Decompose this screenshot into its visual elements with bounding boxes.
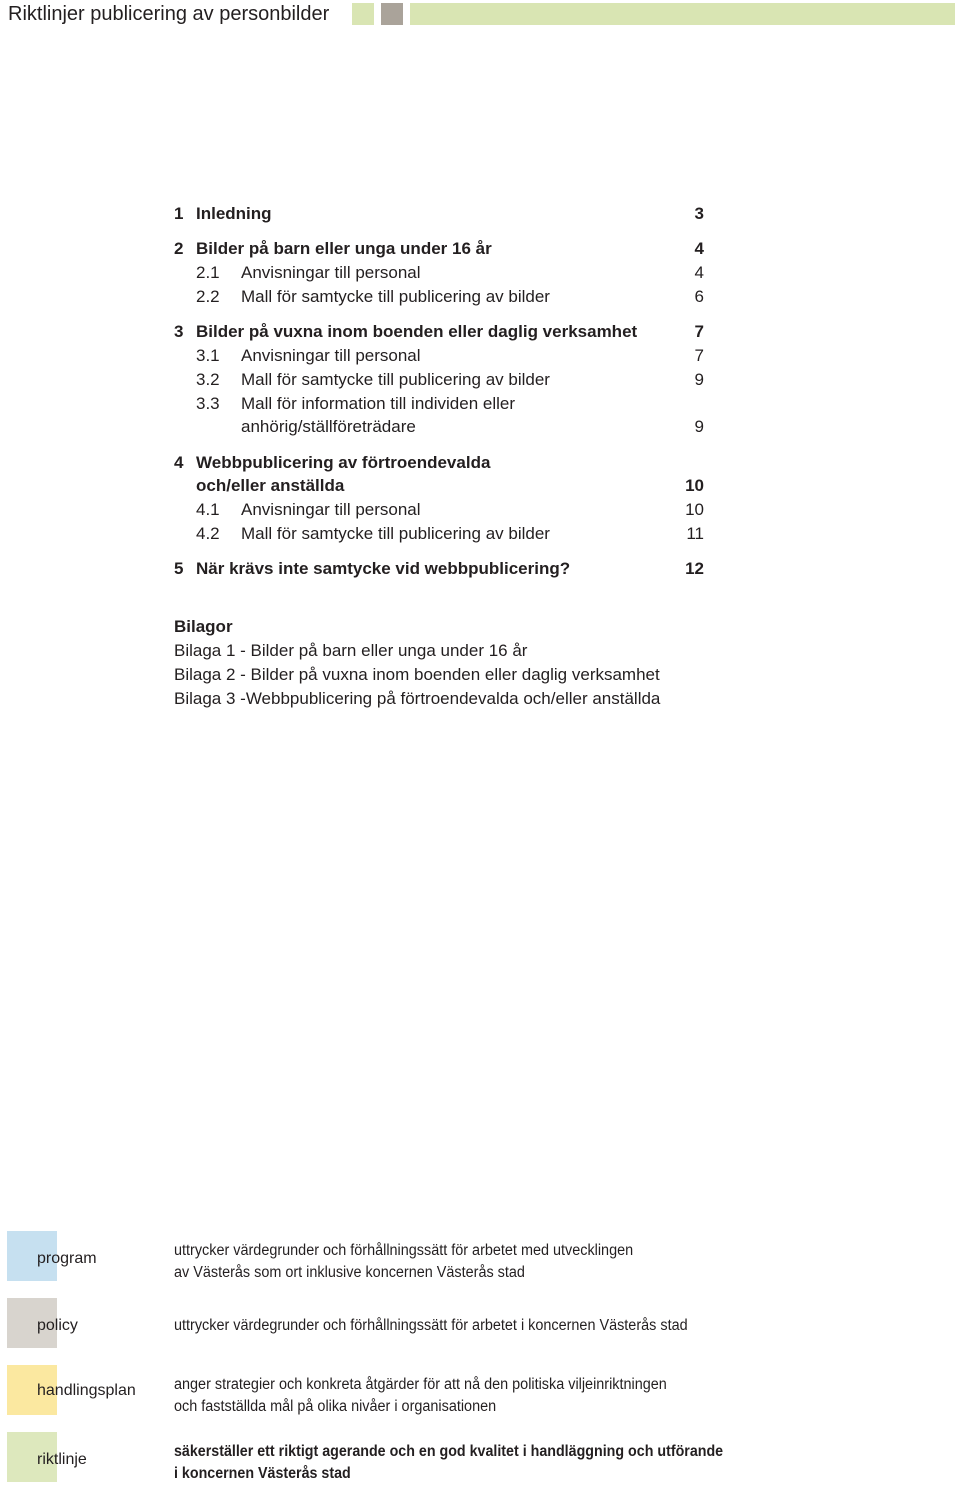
toc-page: 4	[694, 263, 704, 282]
legend-description-line: och fastställda mål på olika nivåer i organisationen	[174, 1398, 497, 1415]
bilaga-item: Bilaga 2 - Bilder på vuxna inom boenden eller daglig verksamhet	[174, 665, 660, 684]
toc-text: Mall för samtycke till publicering av bilder	[241, 370, 550, 389]
toc-text: och/eller anställda	[196, 476, 345, 495]
toc-number: 1	[174, 204, 184, 223]
legend-label: program	[37, 1250, 97, 1267]
legend-description	[174, 1315, 769, 1337]
bilaga-item: Bilaga 3 -Webbpublicering på förtroendevalda och/eller anställda	[174, 689, 661, 708]
legend-description	[174, 1240, 769, 1284]
legend-description-line: i koncernen Västerås stad	[174, 1465, 351, 1482]
bilaga-item: Bilaga 1 - Bilder på barn eller unga under 16 år	[174, 641, 528, 660]
toc-number: 2.1	[196, 263, 220, 282]
toc-number: 3	[174, 322, 184, 341]
toc-page: 9	[694, 417, 704, 436]
legend-description-line: uttrycker värdegrunder och förhållningssätt för arbetet i koncernen Västerås stad	[174, 1317, 688, 1334]
toc-number: 2	[174, 239, 184, 258]
toc-text: Mall för samtycke till publicering av bilder	[241, 524, 550, 543]
legend-description-line: anger strategier och konkreta åtgärder för att nå den politiska viljeinriktningen	[174, 1376, 667, 1393]
bilagor-title: Bilagor	[174, 617, 233, 636]
toc-number: 3.3	[196, 394, 220, 413]
toc-page: 6	[694, 287, 704, 306]
legend-label: handlingsplan	[37, 1382, 136, 1399]
toc-page: 11	[686, 524, 704, 543]
toc-page: 9	[694, 370, 704, 389]
toc-number: 5	[174, 559, 184, 578]
toc-text: Webbpublicering av förtroendevalda	[196, 453, 491, 472]
toc-text: När krävs inte samtycke vid webbpublicering?	[196, 559, 571, 578]
toc-page: 4	[694, 239, 704, 258]
toc-number: 4.2	[196, 524, 220, 543]
toc-number: 3.1	[196, 346, 220, 365]
toc-text: Anvisningar till personal	[241, 500, 421, 519]
header-green-square	[352, 3, 374, 25]
toc-page: 7	[694, 322, 704, 341]
bilagor-section	[174, 615, 874, 711]
legend-description	[174, 1441, 763, 1485]
toc-number: 3.2	[196, 370, 220, 389]
toc-page: 7	[694, 346, 704, 365]
toc-number: 4	[174, 453, 184, 472]
toc-text: Bilder på barn eller unga under 16 år	[196, 239, 492, 258]
toc-text: Anvisningar till personal	[241, 263, 421, 282]
header-gray-square	[381, 3, 403, 25]
legend-label: policy	[37, 1317, 78, 1334]
legend-label: riktlinje	[37, 1451, 87, 1468]
toc-text: Mall för samtycke till publicering av bilder	[241, 287, 550, 306]
legend-description-line: uttrycker värdegrunder och förhållningssätt för arbetet med utvecklingen	[174, 1242, 634, 1259]
legend-description-line: säkerställer ett riktigt agerande och en god kvalitet i handläggning och utförande	[174, 1443, 724, 1460]
toc-number: 2.2	[196, 287, 220, 306]
toc-page: 10	[685, 500, 704, 519]
toc-text: Mall för information till individen eller	[241, 394, 516, 413]
toc-text: anhörig/ställföreträdare	[241, 417, 416, 436]
toc-text: Bilder på vuxna inom boenden eller daglig verksamhet	[196, 322, 638, 341]
toc-text: Inledning	[196, 204, 272, 223]
header-green-bar	[410, 3, 955, 25]
toc-number: 4.1	[196, 500, 220, 519]
legend-description-line: av Västerås som ort inklusive koncernen Västerås stad	[174, 1264, 525, 1281]
header-title: Riktlinjer publicering av personbilder	[8, 3, 330, 25]
toc-page: 12	[685, 559, 704, 578]
legend-description	[174, 1374, 769, 1418]
toc-text: Anvisningar till personal	[241, 346, 421, 365]
toc-page: 3	[694, 204, 704, 223]
toc-page: 10	[685, 476, 704, 495]
